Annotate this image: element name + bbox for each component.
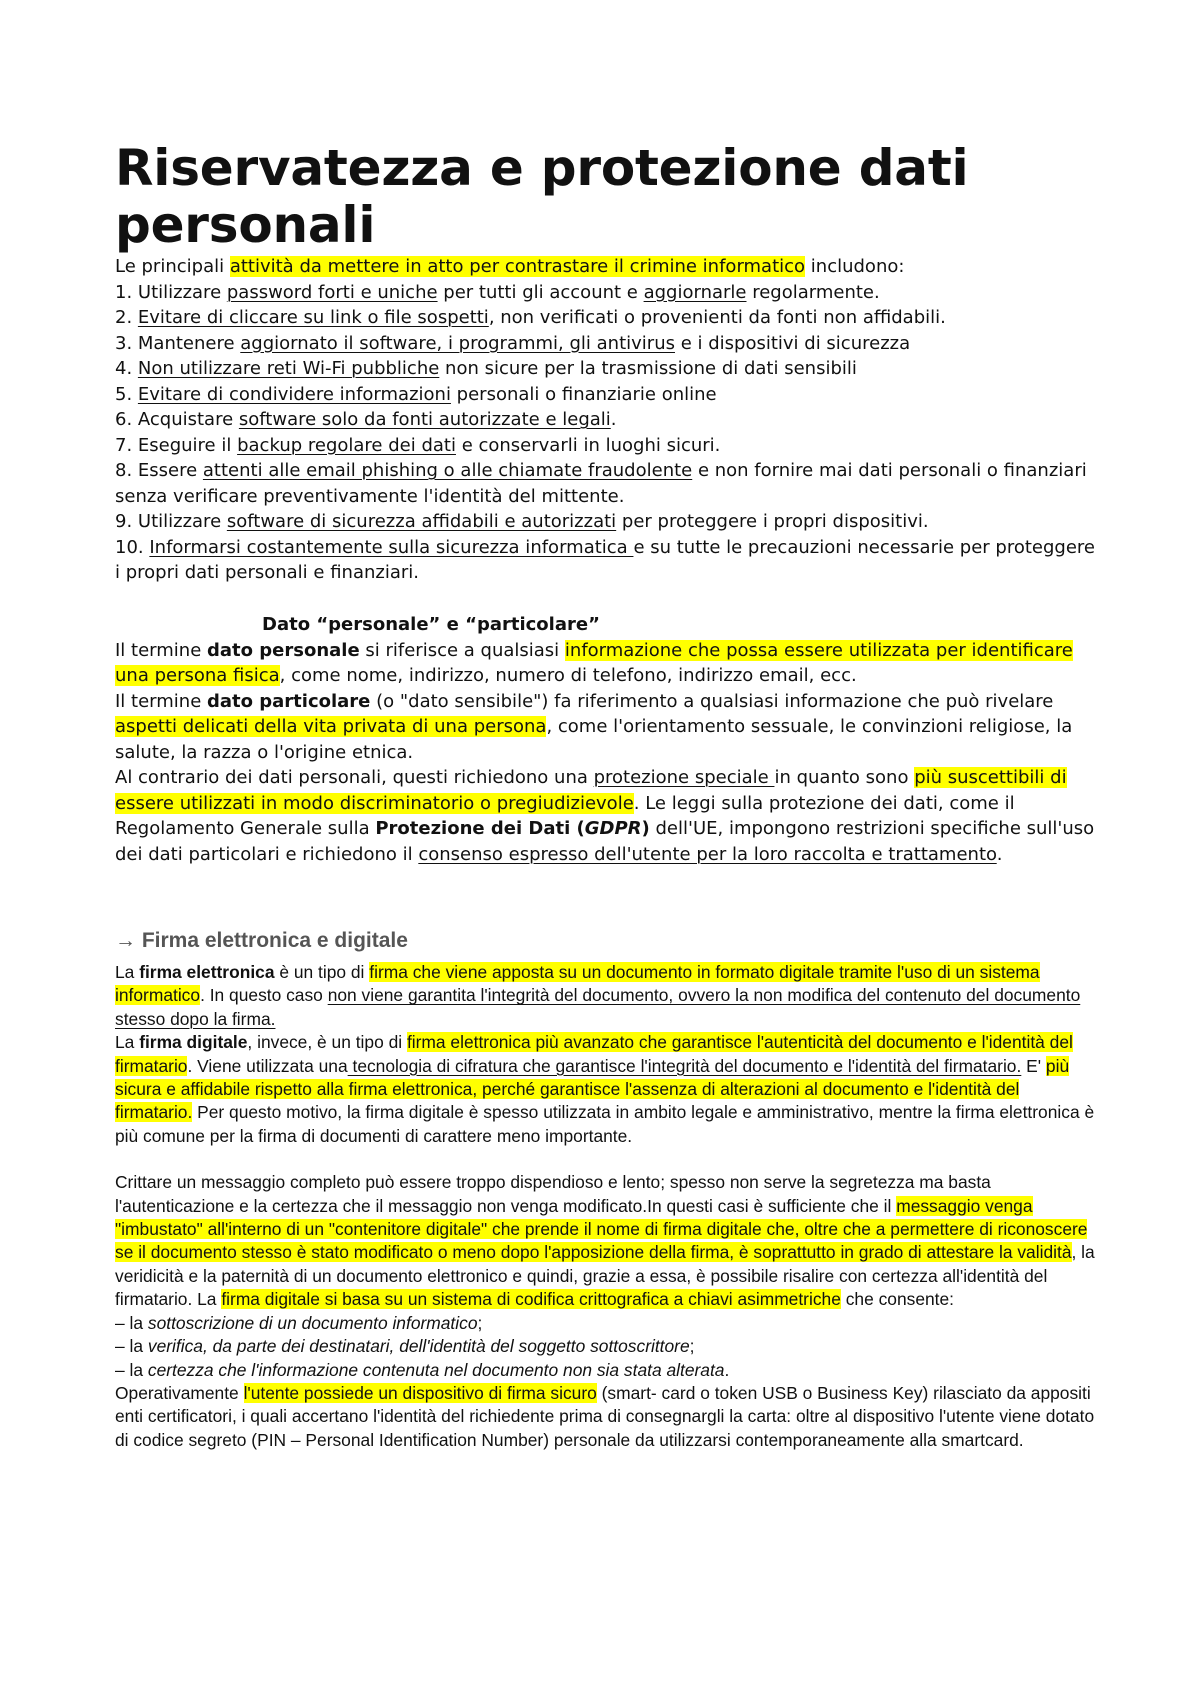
list-text: regolarmente.	[746, 281, 880, 303]
list-underline: Informarsi costantemente sulla sicurezza informatica	[149, 536, 634, 558]
list-item-4	[115, 356, 1100, 382]
dato-particolare-paragraph	[115, 689, 1100, 766]
crime-section	[115, 254, 1100, 586]
list-text: 10.	[115, 536, 150, 558]
underline: tecnologia di cifratura che garantisce l'integrità del documento e l'identità del firmatario.	[347, 1055, 1022, 1076]
list-underline: attenti alle email phishing o alle chiamate fraudolente	[202, 460, 693, 481]
bullet-item-2	[115, 1335, 1100, 1358]
list-text: non sicure per la trasmissione di dati sensibili	[439, 358, 857, 379]
bold-text: Protezione dei Dati (	[375, 818, 585, 839]
highlight: più suscettibili di essere utilizzati in modo discriminatorio o pregiudizievole	[115, 767, 1067, 814]
list-text: e non fornire mai dati personali o finanziari senza verificare preventivamente l'identità del mittente.	[115, 460, 1087, 507]
bold-term: firma elettronica	[139, 962, 275, 982]
dato-heading: Dato “personale” e “particolare”	[262, 613, 600, 635]
protezione-paragraph	[115, 765, 1100, 867]
crittare-paragraph	[115, 1171, 1100, 1311]
highlight: l'utente possiede un dispositivo di firma sicuro	[243, 1382, 597, 1403]
list-item-9	[115, 509, 1100, 535]
list-text: 1. Utilizzare	[115, 281, 227, 303]
highlight: firma digitale si basa su un sistema di codifica crittografica a chiavi asimmetriche	[221, 1289, 841, 1310]
list-item-2	[115, 305, 1100, 331]
text: (o "dato sensibile") fa riferimento a qualsiasi informazione che può rivelare	[370, 690, 1054, 712]
list-item-1	[115, 280, 1100, 306]
list-underline: software solo da fonti autorizzate e legali	[238, 409, 611, 430]
text: E'	[1021, 1055, 1046, 1076]
list-text: , non verificati o provenienti da fonti non affidabili.	[488, 307, 946, 328]
list-text: 6. Acquistare	[115, 409, 239, 430]
list-text: .	[610, 409, 617, 430]
list-text: 7. Eseguire il	[115, 434, 238, 456]
text: dell'UE, impongono restrizioni specifiche sull'uso dei dati particolari e richiedono il	[115, 818, 1095, 865]
text: – la	[115, 1312, 148, 1333]
list-underline: aggiornarle	[643, 281, 747, 303]
list-text: e i dispositivi di sicurezza	[674, 332, 911, 354]
highlight: aspetti delicati della vita privata di una persona	[115, 716, 547, 737]
dato-section	[115, 638, 1100, 868]
list-text: 9. Utilizzare	[115, 511, 227, 532]
text: è un tipo di	[274, 962, 370, 982]
text: (smart- card o token USB o Business Key) rilasciato da appositi enti certificatori, i quali accertano l'identità del richiedente prima di consegnargli la carta: oltre al dispositivo l'utente viene dotato di codice segreto (PIN – Personal Identification Number) personale da utilizzarsi contemporaneamente alla smartcard.	[115, 1382, 1095, 1450]
text: .	[724, 1359, 730, 1380]
bold-term: dato particolare	[207, 690, 371, 712]
text: in quanto sono	[774, 767, 915, 788]
list-underline: Evitare di condividere informazioni	[137, 383, 451, 405]
list-item-3	[115, 331, 1100, 357]
text: si riferisce a qualsiasi	[359, 639, 565, 661]
text: , come nome, indirizzo, numero di telefono, indirizzo email, ecc.	[279, 665, 857, 686]
bold-text: )	[641, 818, 650, 839]
list-item-6	[115, 407, 1100, 433]
list-text: per tutti gli account e	[437, 281, 644, 303]
highlight: firma che viene apposta su un documento in formato digitale tramite l'uso di un sistema informatico	[115, 962, 1040, 1006]
list-text: e su tutte le precauzioni necessarie per proteggere i propri dati personali e finanziari.	[115, 536, 1095, 583]
list-underline: software di sicurezza affidabili e autorizzati	[226, 511, 617, 532]
list-underline: aggiornato il software, i programmi, gli antivirus	[240, 332, 675, 354]
text: Crittare un messaggio completo può essere troppo dispendioso e lento; spesso non serve la segretezza ma basta l'autenticazione e la certezza che il messaggio non venga modificato.In questi casi è sufficiente che il	[115, 1172, 991, 1216]
text: La	[115, 1032, 140, 1053]
text: .	[996, 843, 1003, 865]
list-item-10	[115, 535, 1100, 586]
gdpr-text: GDPR	[584, 818, 642, 839]
text: , la veridicità e la paternità di un documento elettronico e quindi, grazie a essa, è possibile risalire con certezza all'identità del firmatario. La	[115, 1242, 1095, 1310]
list-item-5	[115, 382, 1100, 408]
text: Il termine	[115, 639, 207, 661]
text: – la	[115, 1359, 148, 1380]
intro-paragraph	[115, 254, 1100, 280]
firma-digitale-paragraph	[115, 1031, 1100, 1148]
text: Al contrario dei dati personali, questi richiedono una	[115, 767, 594, 788]
list-text: per proteggere i propri dispositivi.	[616, 511, 929, 532]
text: ;	[477, 1312, 483, 1333]
text: . Viene utilizzata una	[187, 1055, 348, 1076]
firma-heading: → Firma elettronica e digitale	[115, 929, 408, 952]
text: , invece, è un tipo di	[247, 1032, 407, 1053]
text: Per questo motivo, la firma digitale è spesso utilizzata in ambito legale e amministrativo, mentre la firma elettronica è più comune per la firma di documenti di carattere meno importante.	[115, 1102, 1095, 1146]
paragraph-gap	[115, 1148, 1100, 1171]
bullet-item-3	[115, 1359, 1100, 1382]
text: ;	[689, 1336, 695, 1357]
text: – la	[115, 1336, 148, 1357]
list-text: 3. Mantenere	[115, 332, 241, 354]
operativamente-paragraph	[115, 1382, 1100, 1452]
text: , come l'orientamento sessuale, le convinzioni religiose, la salute, la razza o l'origine etnica.	[115, 716, 1073, 763]
document-page	[115, 140, 1100, 1452]
list-underline: backup regolare dei dati	[237, 434, 456, 456]
text: . In questo caso	[200, 985, 328, 1006]
underline: non viene garantita l'integrità del documento, ovvero la non modifica del contenuto del documento stesso dopo la firma.	[115, 985, 1081, 1029]
text: Il termine	[115, 690, 207, 712]
bullet-item-1	[115, 1312, 1100, 1335]
list-text: 2.	[115, 307, 138, 328]
list-text: 4.	[115, 358, 138, 379]
text: . Le leggi sulla protezione dei dati, come il Regolamento Generale sulla	[115, 792, 1015, 839]
list-underline: password forti e uniche	[226, 281, 438, 303]
italic-text: certezza che l'informazione contenuta nel documento non sia stata alterata	[147, 1359, 725, 1380]
list-text: 5.	[115, 383, 138, 405]
list-text: personali o finanziarie online	[450, 383, 717, 405]
text: che consente:	[840, 1289, 955, 1310]
underline: protezione speciale	[593, 767, 775, 788]
intro-highlight: attività da mettere in atto per contrastare il crimine informatico	[229, 256, 806, 277]
list-item-7	[115, 433, 1100, 459]
text: Operativamente	[115, 1382, 244, 1403]
highlight: messaggio venga "imbustato" all'interno di un "contenitore digitale" che prende il nome di firma digitale che, oltre che a permettere di riconoscere se il documento stesso è stato modificato o meno dopo l'apposizione della firma, è soprattutto in grado di attestare la validità	[115, 1195, 1088, 1263]
bold-term: firma digitale	[139, 1032, 248, 1053]
intro-text-end: includono:	[805, 256, 905, 277]
intro-text: Le principali	[115, 256, 230, 277]
italic-text: sottoscrizione di un documento informatico	[147, 1312, 478, 1333]
document-title: Riservatezza e protezione dati personali	[115, 139, 969, 254]
text: La	[115, 962, 140, 982]
underline: consenso espresso dell'utente per la loro raccolta e trattamento	[418, 843, 997, 865]
list-underline: Non utilizzare reti Wi-Fi pubbliche	[137, 358, 440, 379]
highlight: informazione che possa essere utilizzata per identificare una persona fisica	[115, 639, 1073, 686]
list-text: e conservarli in luoghi sicuri.	[455, 434, 721, 456]
dato-personale-paragraph	[115, 638, 1100, 689]
firma-elettronica-paragraph	[115, 961, 1100, 1031]
highlight: firma elettronica più avanzato che garantisce l'autenticità del documento e l'identità del firmatario	[115, 1032, 1073, 1076]
firma-section	[115, 961, 1100, 1452]
list-text: 8. Essere	[115, 460, 203, 481]
list-item-8	[115, 458, 1100, 509]
bold-term: dato personale	[207, 639, 360, 661]
list-underline: Evitare di cliccare su link o file sospetti	[137, 307, 489, 328]
highlight: più sicura e affidabile rispetto alla firma elettronica, perché garantisce l'assenza di alterazioni al documento e l'identità del firmatario.	[115, 1055, 1070, 1123]
italic-text: verifica, da parte dei destinatari, dell'identità del soggetto sottoscrittore	[147, 1336, 690, 1357]
